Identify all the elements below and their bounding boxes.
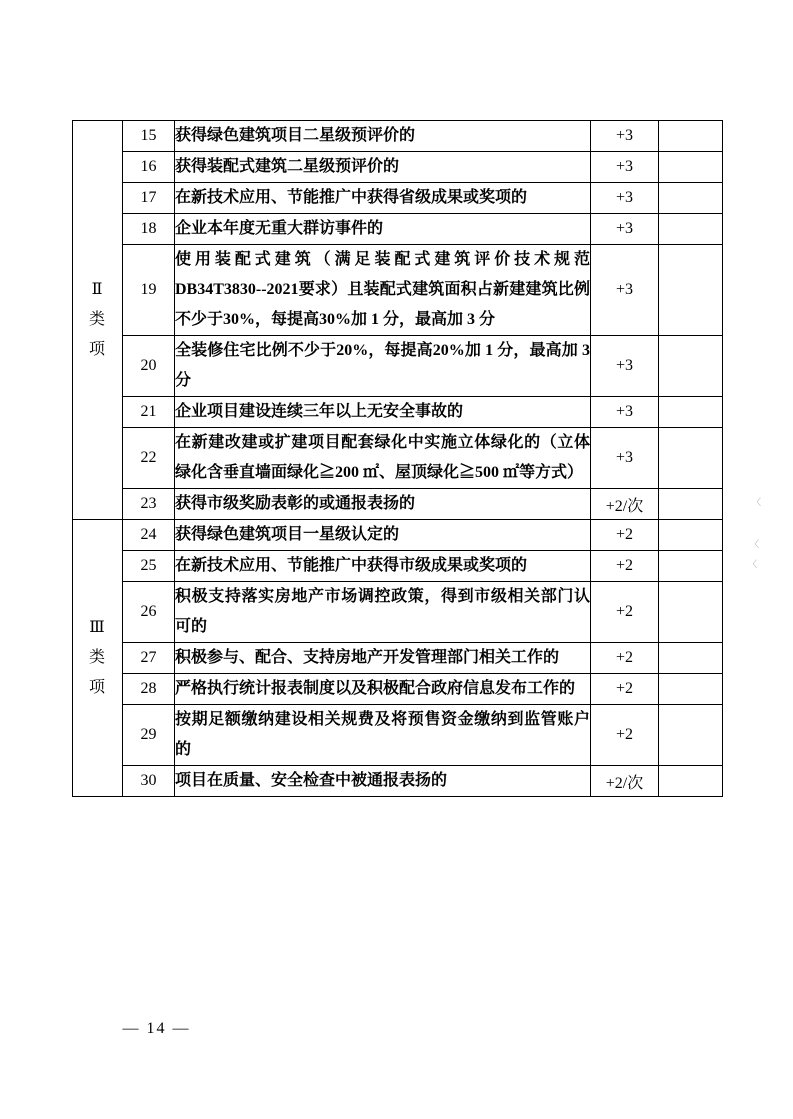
row-score: +2 xyxy=(591,520,659,551)
category-cell-group-3 xyxy=(73,520,123,797)
row-number: 18 xyxy=(123,214,175,245)
row-content: 在新技术应用、节能推广中获得省级成果或奖项的 xyxy=(175,183,591,214)
table-row xyxy=(73,336,723,397)
row-note xyxy=(659,214,723,245)
row-note xyxy=(659,674,723,705)
row-note xyxy=(659,183,723,214)
row-number: 15 xyxy=(123,121,175,152)
table-row xyxy=(73,643,723,674)
row-number: 19 xyxy=(123,245,175,336)
row-score: +3 xyxy=(591,152,659,183)
row-content: 获得绿色建筑项目一星级认定的 xyxy=(175,520,591,551)
row-note xyxy=(659,705,723,766)
row-score: +3 xyxy=(591,428,659,489)
row-content: 项目在质量、安全检查中被通报表扬的 xyxy=(175,766,591,797)
row-content: 严格执行统计报表制度以及积极配合政府信息发布工作的 xyxy=(175,674,591,705)
row-note xyxy=(659,520,723,551)
category-label: Ⅲ类项 xyxy=(88,619,106,696)
row-content: 企业本年度无重大群访事件的 xyxy=(175,214,591,245)
row-number: 23 xyxy=(123,489,175,520)
table-row xyxy=(73,766,723,797)
table-row xyxy=(73,674,723,705)
table-row xyxy=(73,582,723,643)
table-row xyxy=(73,121,723,152)
row-score: +3 xyxy=(591,183,659,214)
row-content: 积极支持落实房地产市场调控政策，得到市级相关部门认可的 xyxy=(175,582,591,643)
table-row xyxy=(73,489,723,520)
row-note xyxy=(659,428,723,489)
category-label: Ⅱ类项 xyxy=(88,281,106,358)
row-content: 在新建改建或扩建项目配套绿化中实施立体绿化的（立体绿化含垂直墙面绿化≧200 ㎡、屋顶绿化≧500 ㎡等方式） xyxy=(175,428,591,489)
table-row xyxy=(73,214,723,245)
page-number-text: — 14 — xyxy=(122,1020,191,1037)
row-note xyxy=(659,766,723,797)
row-score: +2 xyxy=(591,643,659,674)
page-number xyxy=(0,1020,793,1038)
scan-artifact-mark: 〈 xyxy=(752,497,762,507)
table-row xyxy=(73,520,723,551)
row-note xyxy=(659,582,723,643)
row-score: +3 xyxy=(591,214,659,245)
row-score: +2 xyxy=(591,551,659,582)
row-note xyxy=(659,551,723,582)
row-number: 26 xyxy=(123,582,175,643)
table-row xyxy=(73,705,723,766)
row-score: +3 xyxy=(591,121,659,152)
table-row xyxy=(73,428,723,489)
row-note xyxy=(659,643,723,674)
row-number: 20 xyxy=(123,336,175,397)
category-cell-group-2 xyxy=(73,121,123,520)
row-score: +3 xyxy=(591,336,659,397)
row-note xyxy=(659,489,723,520)
row-number: 24 xyxy=(123,520,175,551)
scan-artifact-mark: 〈 xyxy=(750,539,760,549)
row-number: 22 xyxy=(123,428,175,489)
row-content: 按期足额缴纳建设相关规费及将预售资金缴纳到监管账户的 xyxy=(175,705,591,766)
table-body xyxy=(73,121,723,797)
row-number: 28 xyxy=(123,674,175,705)
row-number: 29 xyxy=(123,705,175,766)
row-note xyxy=(659,121,723,152)
row-number: 21 xyxy=(123,397,175,428)
scoring-table xyxy=(72,120,723,797)
row-note xyxy=(659,336,723,397)
row-note xyxy=(659,397,723,428)
row-number: 17 xyxy=(123,183,175,214)
row-score: +3 xyxy=(591,397,659,428)
row-score: +2 xyxy=(591,705,659,766)
table-row xyxy=(73,245,723,336)
table-row xyxy=(73,397,723,428)
row-score: +2/次 xyxy=(591,766,659,797)
table-row xyxy=(73,152,723,183)
row-number: 27 xyxy=(123,643,175,674)
row-content: 获得装配式建筑二星级预评价的 xyxy=(175,152,591,183)
row-content: 获得绿色建筑项目二星级预评价的 xyxy=(175,121,591,152)
row-content: 企业项目建设连续三年以上无安全事故的 xyxy=(175,397,591,428)
row-score: +3 xyxy=(591,245,659,336)
row-note xyxy=(659,245,723,336)
row-content: 全装修住宅比例不少于20%，每提高20%加 1 分，最高加 3 分 xyxy=(175,336,591,397)
row-content: 在新技术应用、节能推广中获得市级成果或奖项的 xyxy=(175,551,591,582)
row-number: 25 xyxy=(123,551,175,582)
table-row xyxy=(73,183,723,214)
scan-artifact-mark: 〈 xyxy=(748,559,758,569)
row-number: 30 xyxy=(123,766,175,797)
row-score: +2/次 xyxy=(591,489,659,520)
row-score: +2 xyxy=(591,582,659,643)
row-content: 获得市级奖励表彰的或通报表扬的 xyxy=(175,489,591,520)
row-number: 16 xyxy=(123,152,175,183)
row-score: +2 xyxy=(591,674,659,705)
row-note xyxy=(659,152,723,183)
row-content: 积极参与、配合、支持房地产开发管理部门相关工作的 xyxy=(175,643,591,674)
table-row xyxy=(73,551,723,582)
row-content: 使用装配式建筑（满足装配式建筑评价技术规范DB34T3830--2021要求）且装配式建筑面积占新建建筑比例不少于30%，每提高30%加 1 分，最高加 3 分 xyxy=(175,245,591,336)
